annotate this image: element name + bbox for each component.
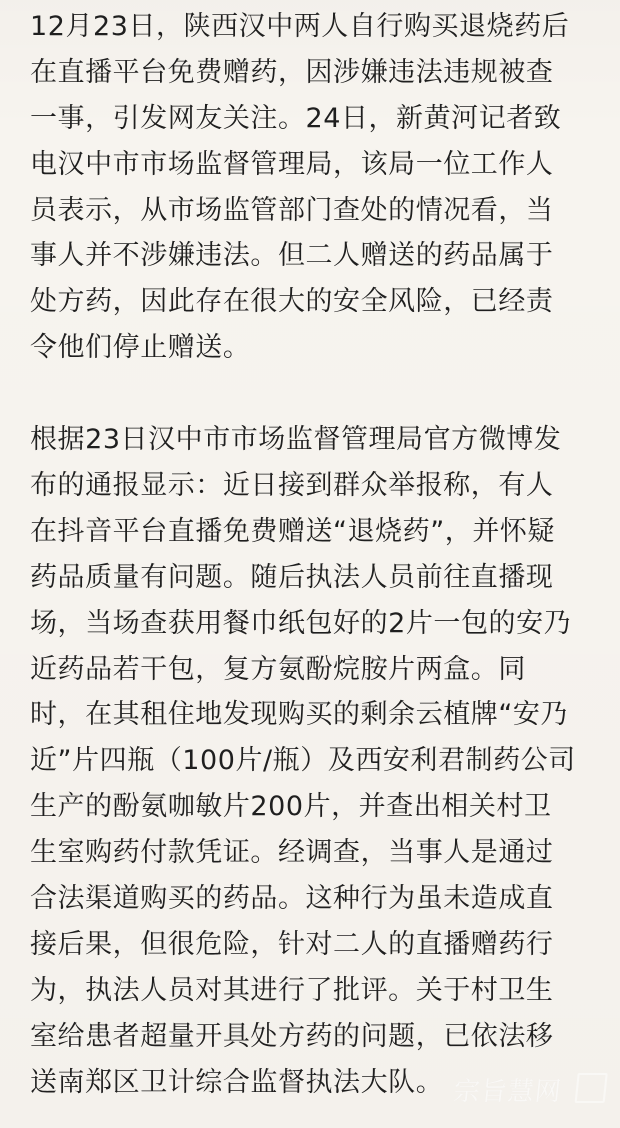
paragraph-1-line-1: 12月23日，陕西汉中两人自行购买退烧药后 bbox=[30, 11, 570, 42]
watermark-text: 宗旨慧网 bbox=[452, 1076, 564, 1106]
paragraph-1-line-3: 一事，引发网友关注。24日，新黄河记者致 bbox=[30, 102, 562, 134]
paragraph-2-line-1: 根据23日汉中市市场监督管理局官方微博发 bbox=[30, 424, 562, 456]
paragraph-2-line-6: 近药品若干包，复方氨酚烷胺片两盒。同 bbox=[30, 653, 526, 685]
paragraph-2 bbox=[30, 417, 602, 1105]
paragraph-2-line-15: 送南郑区卫计综合监督执法大队。 bbox=[30, 1066, 444, 1098]
paragraph-2-line-5: 场，当场查获用餐巾纸包好的2片一包的安乃 bbox=[30, 607, 572, 639]
article-content bbox=[30, 4, 602, 1105]
paragraph-1-line-2: 在直播平台免费赠药，因涉嫌违法违规被查 bbox=[30, 56, 554, 88]
paragraph-gap bbox=[30, 371, 602, 417]
paragraph-2-line-9: 生产的酚氨咖敏片200片，并查出相关村卫 bbox=[30, 791, 552, 823]
paragraph-2-line-2: 布的通报显示：近日接到群众举报称，有人 bbox=[30, 470, 554, 502]
paragraph-1 bbox=[30, 4, 602, 371]
paragraph-1-line-7: 处方药，因此存在很大的安全风险，已经责 bbox=[30, 286, 554, 318]
paragraph-2-line-10: 生室购药付款凭证。经调查，当事人是通过 bbox=[30, 837, 554, 869]
paragraph-2-line-8: 近”片四瓶（100片/瓶）及西安利君制药公司 bbox=[30, 745, 576, 777]
paragraph-2-line-12: 接后果，但很危险，针对二人的直播赠药行 bbox=[30, 928, 554, 960]
paragraph-1-line-4: 电汉中市市场监督管理局，该局一位工作人 bbox=[30, 148, 554, 180]
paragraph-2-line-7: 时，在其租住地发现购买的剩余云植牌“安乃 bbox=[30, 699, 568, 731]
paragraph-2-line-14: 室给患者超量开具处方药的问题，已依法移 bbox=[30, 1020, 554, 1052]
paragraph-1-line-8: 令他们停止赠送。 bbox=[30, 332, 251, 364]
paragraph-2-line-3: 在抖音平台直播免费赠送“退烧药”，并怀疑 bbox=[30, 515, 555, 547]
paragraph-1-line-5: 员表示，从市场监管部门查处的情况看，当 bbox=[30, 194, 554, 226]
paragraph-2-line-11: 合法渠道购买的药品。这种行为虽未造成直 bbox=[30, 883, 554, 915]
paragraph-2-line-13: 为，执法人员对其进行了批评。关于村卫生 bbox=[30, 974, 554, 1006]
paragraph-1-line-6: 事人并不涉嫌违法。但二人赠送的药品属于 bbox=[30, 240, 554, 272]
paragraph-2-line-4: 药品质量有问题。随后执法人员前往直播现 bbox=[30, 561, 554, 593]
